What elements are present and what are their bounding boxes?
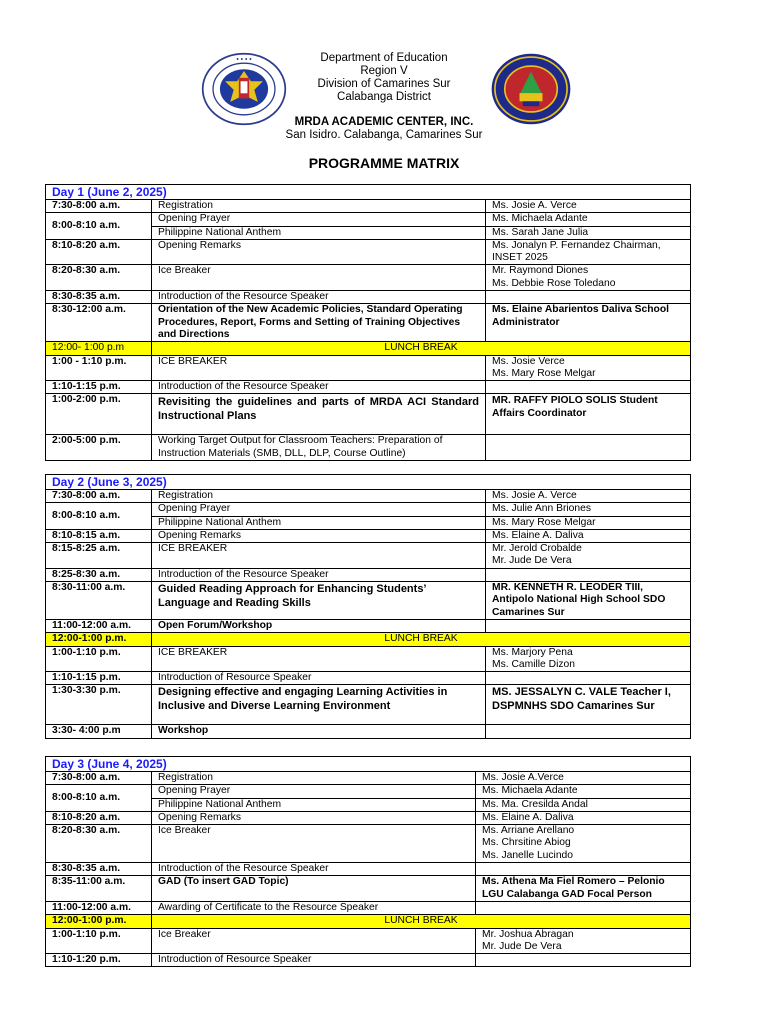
activity-cell: Designing effective and engaging Learning Activities in Inclusive and Diverse Learning Environment	[152, 685, 486, 725]
agency-lines	[270, 52, 498, 104]
table-row	[46, 785, 691, 812]
table-row	[46, 928, 691, 954]
lunch-row	[46, 633, 691, 646]
activity-cell: GAD (To insert GAD Topic)	[152, 876, 476, 902]
table-row	[46, 685, 691, 725]
person-text: Ms. Janelle Lucindo	[482, 849, 574, 861]
activity-cell: ICE BREAKER	[152, 355, 486, 381]
person-cell: Ms. Athena Ma Fiel Romero – Pelonio LGU Calabanga GAD Focal Person	[476, 876, 691, 902]
person-cell	[486, 619, 691, 632]
mrda-seal-icon	[490, 52, 572, 126]
activity-cell: Awarding of Certificate to the Resource Speaker	[152, 901, 476, 914]
svg-text:• • • •: • • • •	[236, 56, 252, 64]
agency-line: Division of Camarines Sur	[317, 78, 451, 90]
person-text: Mr. Jude De Vera	[482, 940, 562, 952]
person-text: Mr. Jerold Crobalde	[492, 543, 582, 555]
activity-cell: Introduction of the Resource Speaker	[152, 381, 486, 394]
table-row	[46, 619, 691, 632]
person-cell	[486, 381, 691, 394]
activity-cell: Opening Remarks	[152, 811, 476, 824]
activity-cell: Opening Remarks	[152, 529, 486, 542]
person-cell	[486, 568, 691, 581]
person-cell: MS. JESSALYN C. VALE Teacher I, DSPMNHS SDO Camarines Sur	[486, 685, 691, 725]
person-cell	[486, 291, 691, 304]
day3-table	[45, 756, 691, 967]
time-cell: 8:30-11:00 a.m.	[46, 582, 152, 620]
table-row	[46, 304, 691, 342]
activity-cell: Introduction of Resource Speaker	[152, 954, 476, 967]
time-cell: 11:00-12:00 a.m.	[46, 901, 152, 914]
activity-cell: Revisiting the guidelines and parts of MRDA ACI Standard Instructional Plans	[152, 394, 486, 435]
activity-text: Philippine National Anthem	[152, 798, 475, 811]
activity-text: Opening Prayer	[158, 213, 231, 225]
time-cell: 11:00-12:00 a.m.	[46, 619, 152, 632]
table-row	[46, 825, 691, 863]
table-row	[46, 503, 691, 530]
table-row	[46, 582, 691, 620]
table-row	[46, 954, 691, 967]
person-cell: Ms. Josie A.Verce	[476, 772, 691, 785]
person-cell	[486, 213, 691, 240]
document-header	[0, 0, 768, 180]
time-cell: 8:30-12:00 a.m.	[46, 304, 152, 342]
person-cell	[486, 672, 691, 685]
time-cell: 8:35-11:00 a.m.	[46, 876, 152, 902]
person-text: Mr. Raymond Diones	[492, 265, 589, 277]
person-text: Mr. Joshua Abragan	[482, 928, 574, 940]
person-text: Ms. Camille Dizon	[492, 658, 575, 670]
person-cell	[486, 355, 691, 381]
table-row	[46, 200, 691, 213]
table-row	[46, 811, 691, 824]
time-cell: 8:30-8:35 a.m.	[46, 291, 152, 304]
day2-title: Day 2 (June 3, 2025)	[46, 475, 691, 490]
person-cell	[486, 543, 691, 569]
person-text: Mr. Jude De Vera	[492, 555, 572, 567]
time-cell: 2:00-5:00 p.m.	[46, 435, 152, 461]
time-cell: 8:20-8:30 a.m.	[46, 825, 152, 863]
activity-text: Philippine National Anthem	[152, 226, 485, 239]
table-row	[46, 568, 691, 581]
table-row	[46, 725, 691, 738]
person-cell: Ms. Josie A. Verce	[486, 200, 691, 213]
time-cell: 8:10-8:20 a.m.	[46, 239, 152, 265]
table-row	[46, 646, 691, 672]
activity-cell: Working Target Output for Classroom Teachers: Preparation of Instruction Materials (SMB, DLL, DLP, Course Outline)	[152, 435, 486, 461]
activity-cell: Opening Remarks	[152, 239, 486, 265]
activity-cell: Ice Breaker	[152, 825, 476, 863]
activity-cell: ICE BREAKER	[152, 543, 486, 569]
time-cell: 1:10-1:15 p.m.	[46, 381, 152, 394]
time-cell: 8:00-8:10 a.m.	[46, 213, 152, 240]
school-address: San Isidro. Calabanga, Camarines Sur	[285, 129, 483, 141]
person-text: Ms. Ma. Cresilda Andal	[476, 798, 690, 811]
table-row	[46, 291, 691, 304]
activity-cell: Introduction of the Resource Speaker	[152, 568, 486, 581]
time-cell: 1:00-2:00 p.m.	[46, 394, 152, 435]
person-cell: MR. KENNETH R. LEODER TIII, Antipolo National High School SDO Camarines Sur	[486, 582, 691, 620]
time-cell: 7:30-8:00 a.m.	[46, 490, 152, 503]
person-cell	[486, 265, 691, 291]
time-cell: 8:30-8:35 a.m.	[46, 863, 152, 876]
time-cell: 7:30-8:00 a.m.	[46, 772, 152, 785]
time-cell: 8:15-8:25 a.m.	[46, 543, 152, 569]
day3-title: Day 3 (June 4, 2025)	[46, 757, 691, 772]
table-row	[46, 876, 691, 902]
table-row	[46, 435, 691, 461]
lunch-label: LUNCH BREAK	[152, 633, 691, 646]
person-cell	[476, 928, 691, 954]
time-cell: 12:00- 1:00 p.m	[46, 342, 152, 355]
lunch-label: LUNCH BREAK	[152, 915, 691, 928]
person-text: Ms. Debbie Rose Toledano	[492, 277, 616, 289]
table-row	[46, 901, 691, 914]
activity-cell: Registration	[152, 200, 486, 213]
person-cell	[486, 725, 691, 738]
lunch-row	[46, 915, 691, 928]
activity-cell: Orientation of the New Academic Policies, Standard Operating Procedures, Report, Forms and Setting of Training Objectives and Directions	[152, 304, 486, 342]
person-cell: Ms. Elaine A. Daliva	[476, 811, 691, 824]
time-cell: 1:00 - 1:10 p.m.	[46, 355, 152, 381]
page-title: PROGRAMME MATRIX	[308, 155, 460, 171]
person-text: Ms. Josie Verce	[492, 355, 565, 367]
table-row	[46, 772, 691, 785]
activity-cell: Guided Reading Approach for Enhancing Students’ Language and Reading Skills	[152, 582, 486, 620]
time-cell: 8:00-8:10 a.m.	[46, 785, 152, 812]
activity-cell	[152, 503, 486, 530]
person-text: Ms. Chrsitine Abiog	[482, 837, 571, 849]
person-text: Ms. Julie Ann Briones	[492, 503, 592, 515]
time-cell: 8:20-8:30 a.m.	[46, 265, 152, 291]
time-cell: 1:00-1:10 p.m.	[46, 646, 152, 672]
person-text: Ms. Michaela Adante	[492, 213, 588, 225]
person-cell	[476, 954, 691, 967]
table-row	[46, 672, 691, 685]
day2-table	[45, 474, 691, 739]
table-row	[46, 394, 691, 435]
lunch-label: LUNCH BREAK	[152, 342, 691, 355]
activity-cell: Introduction of the Resource Speaker	[152, 863, 476, 876]
time-cell: 1:00-1:10 p.m.	[46, 928, 152, 954]
person-cell	[486, 435, 691, 461]
table-row	[46, 529, 691, 542]
time-cell: 8:10-8:15 a.m.	[46, 529, 152, 542]
agency-line: Region V	[360, 65, 408, 77]
activity-cell	[152, 213, 486, 240]
person-text: Ms. Michaela Adante	[482, 785, 578, 797]
time-cell: 8:00-8:10 a.m.	[46, 503, 152, 530]
activity-cell	[152, 785, 476, 812]
time-cell: 12:00-1:00 p.m.	[46, 633, 152, 646]
activity-cell: Introduction of Resource Speaker	[152, 672, 486, 685]
person-cell: Ms. Jonalyn P. Fernandez Chairman, INSET 2025	[486, 239, 691, 265]
table-row	[46, 863, 691, 876]
time-cell: 1:30-3:30 p.m.	[46, 685, 152, 725]
time-cell: 8:25-8:30 a.m.	[46, 568, 152, 581]
table-row	[46, 265, 691, 291]
person-cell	[476, 825, 691, 863]
person-cell: Ms. Josie A. Verce	[486, 490, 691, 503]
time-cell: 7:30-8:00 a.m.	[46, 200, 152, 213]
table-row	[46, 239, 691, 265]
person-cell: MR. RAFFY PIOLO SOLIS Student Affairs Coordinator	[486, 394, 691, 435]
activity-cell: ICE BREAKER	[152, 646, 486, 672]
person-cell	[476, 863, 691, 876]
activity-cell: Ice Breaker	[152, 928, 476, 954]
time-cell: 1:10-1:15 p.m.	[46, 672, 152, 685]
activity-text: Opening Prayer	[158, 503, 231, 515]
activity-text: Opening Prayer	[158, 785, 231, 797]
person-cell	[476, 901, 691, 914]
day1-title: Day 1 (June 2, 2025)	[46, 185, 691, 200]
person-text: Ms. Sarah Jane Julia	[486, 226, 690, 239]
activity-cell: Registration	[152, 772, 476, 785]
school-name: MRDA ACADEMIC CENTER, INC.	[294, 116, 474, 128]
activity-cell: Workshop	[152, 725, 486, 738]
table-row	[46, 213, 691, 240]
activity-text: Philippine National Anthem	[152, 516, 485, 529]
person-text: Ms. Mary Rose Melgar	[486, 516, 690, 529]
table-row	[46, 355, 691, 381]
time-cell: 8:10-8:20 a.m.	[46, 811, 152, 824]
time-cell: 3:30- 4:00 p.m	[46, 725, 152, 738]
person-text: Ms. Mary Rose Melgar	[492, 367, 596, 379]
person-cell	[476, 785, 691, 812]
activity-cell: Open Forum/Workshop	[152, 619, 486, 632]
lunch-row	[46, 342, 691, 355]
table-row	[46, 543, 691, 569]
person-cell: Ms. Elaine Abarientos Daliva School Administrator	[486, 304, 691, 342]
person-text: Ms. Marjory Pena	[492, 646, 573, 658]
person-cell	[486, 503, 691, 530]
activity-cell: Introduction of the Resource Speaker	[152, 291, 486, 304]
person-cell	[486, 646, 691, 672]
activity-cell: Registration	[152, 490, 486, 503]
person-text: Ms. Arriane Arellano	[482, 825, 575, 837]
person-cell: Ms. Elaine A. Daliva	[486, 529, 691, 542]
agency-line: Department of Education	[320, 52, 448, 64]
activity-cell: Ice Breaker	[152, 265, 486, 291]
table-row	[46, 381, 691, 394]
day1-table	[45, 184, 691, 461]
time-cell: 12:00-1:00 p.m.	[46, 915, 152, 928]
table-row	[46, 490, 691, 503]
agency-line: Calabanga District	[337, 91, 431, 103]
time-cell: 1:10-1:20 p.m.	[46, 954, 152, 967]
